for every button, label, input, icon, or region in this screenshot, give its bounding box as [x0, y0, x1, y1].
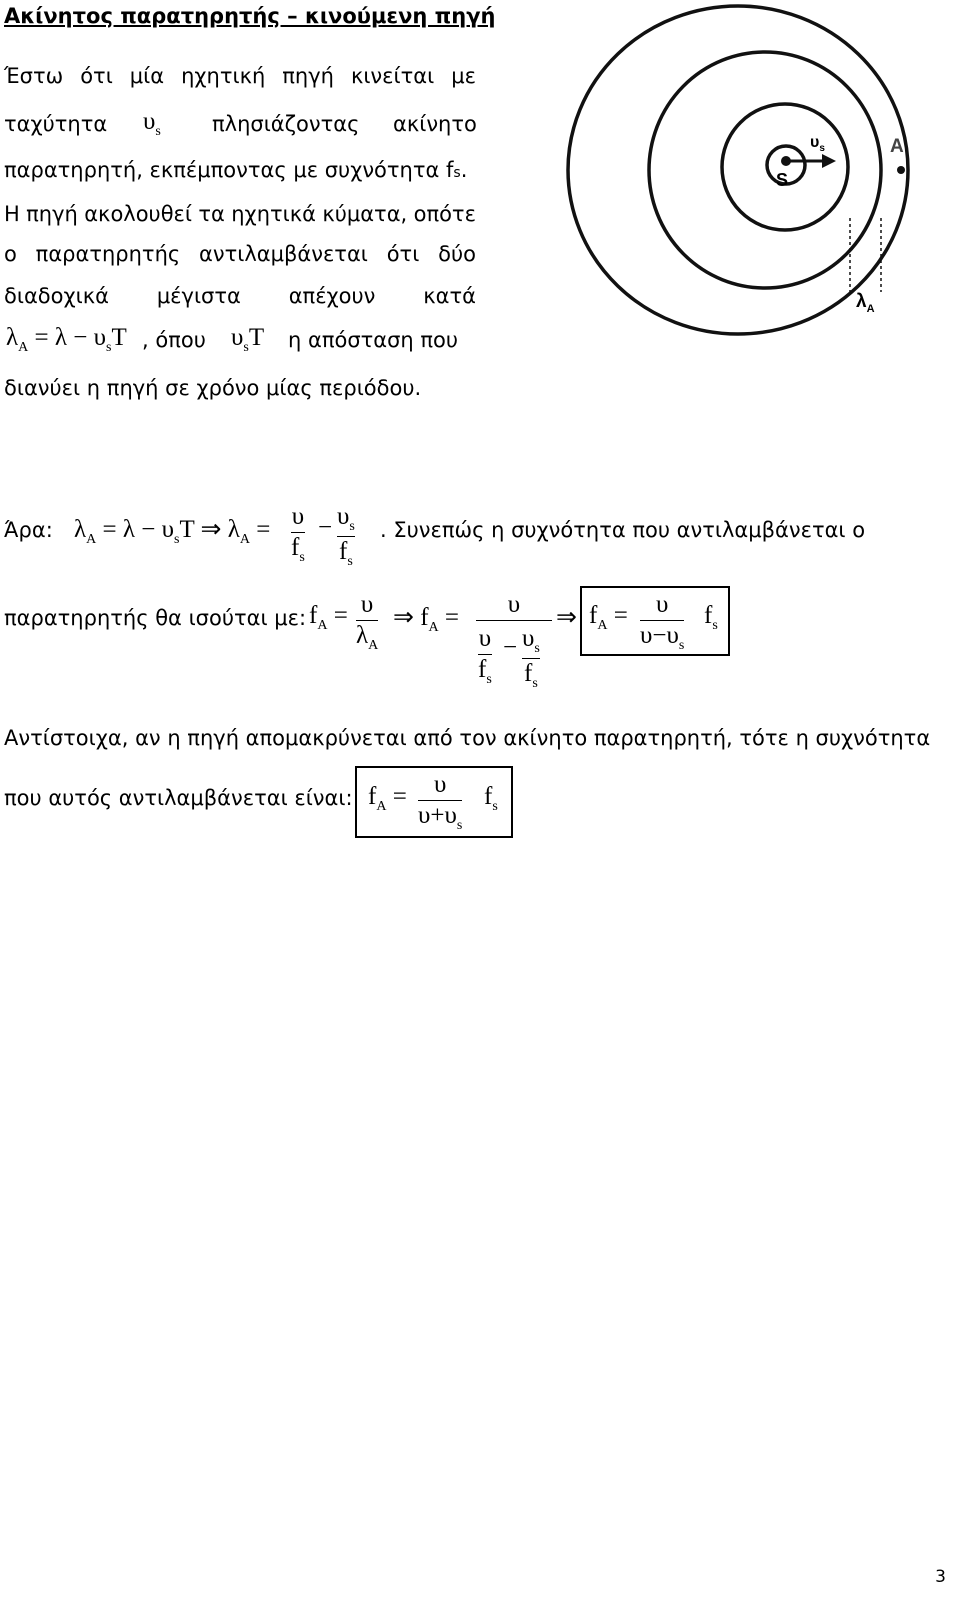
symbol-upsilon-s — [143, 108, 161, 139]
equals: = — [102, 516, 117, 543]
word: κύματα, — [322, 202, 408, 226]
lambda: λ — [6, 324, 19, 351]
sub-s: s — [712, 618, 718, 633]
upsilon: υ — [522, 625, 535, 652]
para1-line5 — [4, 242, 476, 266]
para1-line6 — [4, 284, 476, 308]
sub-s: s — [155, 124, 161, 139]
observer-text: παρατηρητής θα ισούται με: — [4, 606, 307, 630]
word: οπότε — [413, 202, 476, 226]
fraction-v-over-lambdaA — [356, 590, 378, 655]
fraction-v-over-v-minus-vs — [640, 590, 684, 655]
para1-line7-b: η απόσταση που — [288, 328, 459, 352]
numerator: υ — [655, 591, 669, 618]
minus: − — [141, 516, 156, 543]
upsilon: υ — [337, 503, 350, 530]
period: . — [460, 158, 468, 182]
minus: − — [652, 622, 667, 649]
sub-A: A — [368, 638, 379, 653]
word: δύο — [438, 242, 476, 266]
eq-upsilonsT — [231, 324, 265, 355]
sub-s: s — [105, 340, 112, 355]
eq-fA-1 — [309, 602, 348, 633]
f: f — [484, 783, 493, 810]
para1-line3 — [4, 158, 467, 182]
numerator: υ — [291, 503, 305, 530]
sub-A: A — [317, 618, 328, 633]
fraction-vs-over-fs-inner — [522, 624, 540, 693]
para1-line2-a: ταχύτητα — [4, 112, 108, 136]
numerator — [522, 624, 540, 658]
lambda: λ — [74, 516, 87, 543]
denominator — [291, 533, 305, 567]
fs-factor — [484, 783, 498, 814]
sub-s: s — [486, 672, 492, 687]
implies: ⇒ — [393, 604, 414, 631]
word: κατά — [423, 284, 476, 308]
upsilon: υ — [231, 324, 244, 351]
para1-line4 — [4, 202, 476, 226]
upsilon: υ — [93, 324, 106, 351]
word: πηγή — [282, 64, 334, 88]
observer-point — [897, 166, 905, 174]
word: κινείται — [350, 64, 435, 88]
equals: = — [613, 602, 628, 629]
sub-s: s — [534, 641, 540, 656]
numerator — [337, 502, 355, 536]
sub-s: s — [349, 519, 355, 534]
sub-s: s — [453, 165, 461, 181]
doppler-wavefronts-figure — [560, 0, 920, 340]
upsilon: υ — [161, 516, 174, 543]
sub-A: A — [866, 303, 875, 315]
section-heading: Ακίνητος παρατηρητής – κινούμενη πηγή — [4, 4, 496, 28]
lambda: λ — [227, 516, 240, 543]
label-source: S — [776, 170, 789, 190]
fraction-v-over-fs — [291, 502, 305, 567]
sub-s: s — [492, 799, 498, 814]
equals: = — [444, 604, 460, 631]
label-velocity — [810, 134, 825, 154]
fraction-v-over-v-plus-vs — [418, 770, 462, 835]
sub-A: A — [18, 340, 29, 355]
eq-fA-receding — [368, 783, 407, 814]
word: Η — [4, 202, 20, 226]
word: ότι — [80, 64, 113, 88]
f: f — [704, 602, 713, 629]
eq-ara-left — [74, 514, 271, 547]
upsilon: υ — [640, 622, 653, 649]
equals: = — [256, 516, 271, 543]
sub-s: s — [819, 143, 825, 154]
word: παρατηρητής — [35, 242, 181, 266]
para1-line1 — [4, 64, 476, 88]
label-wavelength — [856, 291, 875, 315]
word: με — [451, 64, 476, 88]
numerator: υ — [360, 591, 374, 618]
plus: + — [430, 802, 445, 829]
equals: = — [392, 783, 407, 810]
denominator — [524, 659, 538, 693]
f: f — [589, 602, 598, 629]
sub-A: A — [86, 532, 97, 547]
sub-s: s — [299, 550, 305, 565]
word: ακολουθεί — [84, 202, 193, 226]
f: f — [309, 602, 318, 629]
minus: − — [73, 324, 88, 351]
lambda: λ — [356, 622, 369, 649]
sub-A: A — [428, 620, 439, 635]
numerator: υ — [478, 625, 492, 652]
denominator — [339, 537, 353, 571]
lambda: λ — [54, 324, 67, 351]
minus-sign: − — [318, 514, 333, 541]
fs-factor — [704, 602, 718, 633]
para3-line1: Αντίστοιχα, αν η πηγή απομακρύνεται από τον ακίνητο παρατηρητή, τότε η συχνότητα — [4, 726, 931, 750]
f: f — [524, 660, 533, 687]
word: διαδοχικά — [4, 284, 109, 308]
f: f — [368, 783, 377, 810]
f: f — [339, 538, 348, 565]
upsilon: υ — [418, 802, 431, 829]
eq-fA-result — [589, 602, 628, 633]
ara-label: Άρα: — [4, 518, 53, 542]
denominator — [356, 621, 378, 655]
para1-line2-c: ακίνητο — [393, 112, 477, 136]
word: ο — [4, 242, 17, 266]
equals: = — [333, 602, 348, 629]
sub-A: A — [376, 799, 387, 814]
para1-line2-b: πλησιάζοντας — [212, 112, 360, 136]
sub-s: s — [243, 340, 249, 355]
implies-sign: ⇒ — [556, 604, 577, 631]
sub-A: A — [597, 618, 608, 633]
sub-A: A — [239, 532, 250, 547]
fraction-bar — [476, 620, 552, 621]
upsilon: υ — [810, 134, 820, 151]
denominator — [418, 801, 462, 835]
word: μέγιστα — [156, 284, 241, 308]
word: ότι — [386, 242, 420, 266]
eq-lambdaA-inline — [6, 324, 127, 355]
para3-line2: που αυτός αντιλαμβάνεται είναι: — [4, 786, 353, 810]
word: τα — [198, 202, 225, 226]
word: ηχητικά — [231, 202, 316, 226]
lambda: λ — [122, 516, 135, 543]
f: f — [420, 604, 429, 631]
page-number: 3 — [935, 1567, 946, 1587]
para1-line7-a: , όπου — [142, 328, 206, 352]
compound-numerator: υ — [507, 591, 521, 618]
para1-line8: διανύει η πηγή σε χρόνο μίας περιόδου. — [4, 376, 422, 400]
fraction-vs-over-fs — [337, 502, 355, 571]
upsilon: υ — [143, 108, 156, 135]
f: f — [478, 656, 487, 683]
text: παρατηρητή, εκπέμποντας με συχνότητα f — [4, 158, 454, 182]
upsilon: υ — [444, 802, 457, 829]
word: ηχητική — [181, 64, 266, 88]
word: αντιλαμβάνεται — [199, 242, 368, 266]
word: μία — [129, 64, 165, 88]
word: Έστω — [4, 64, 64, 88]
numerator: υ — [433, 771, 447, 798]
lambda: λ — [856, 291, 867, 312]
sub-s: s — [347, 554, 353, 569]
compound-fraction — [476, 590, 552, 621]
minus-sign: − — [503, 634, 518, 661]
word: πηγή — [26, 202, 78, 226]
sub-s: s — [678, 638, 685, 653]
word: απέχουν — [288, 284, 376, 308]
equals: = — [34, 324, 49, 351]
sub-s: s — [456, 818, 463, 833]
denominator — [640, 621, 684, 655]
sub-s: s — [173, 532, 180, 547]
implies: ⇒ — [200, 516, 222, 543]
T: T — [248, 324, 265, 351]
upsilon: υ — [666, 622, 679, 649]
T: T — [111, 324, 127, 351]
eq-fA-2 — [393, 602, 460, 635]
wavefront-inner — [722, 104, 848, 230]
label-observer: A — [890, 136, 904, 157]
conclusion-text: . Συνεπώς η συχνότητα που αντιλαμβάνεται ο — [380, 518, 866, 542]
denominator — [478, 655, 492, 689]
f: f — [291, 534, 300, 561]
arrowhead-icon — [822, 154, 836, 168]
fraction-v-over-fs-inner — [478, 624, 492, 689]
T: T — [179, 516, 195, 543]
sub-s: s — [532, 676, 538, 691]
